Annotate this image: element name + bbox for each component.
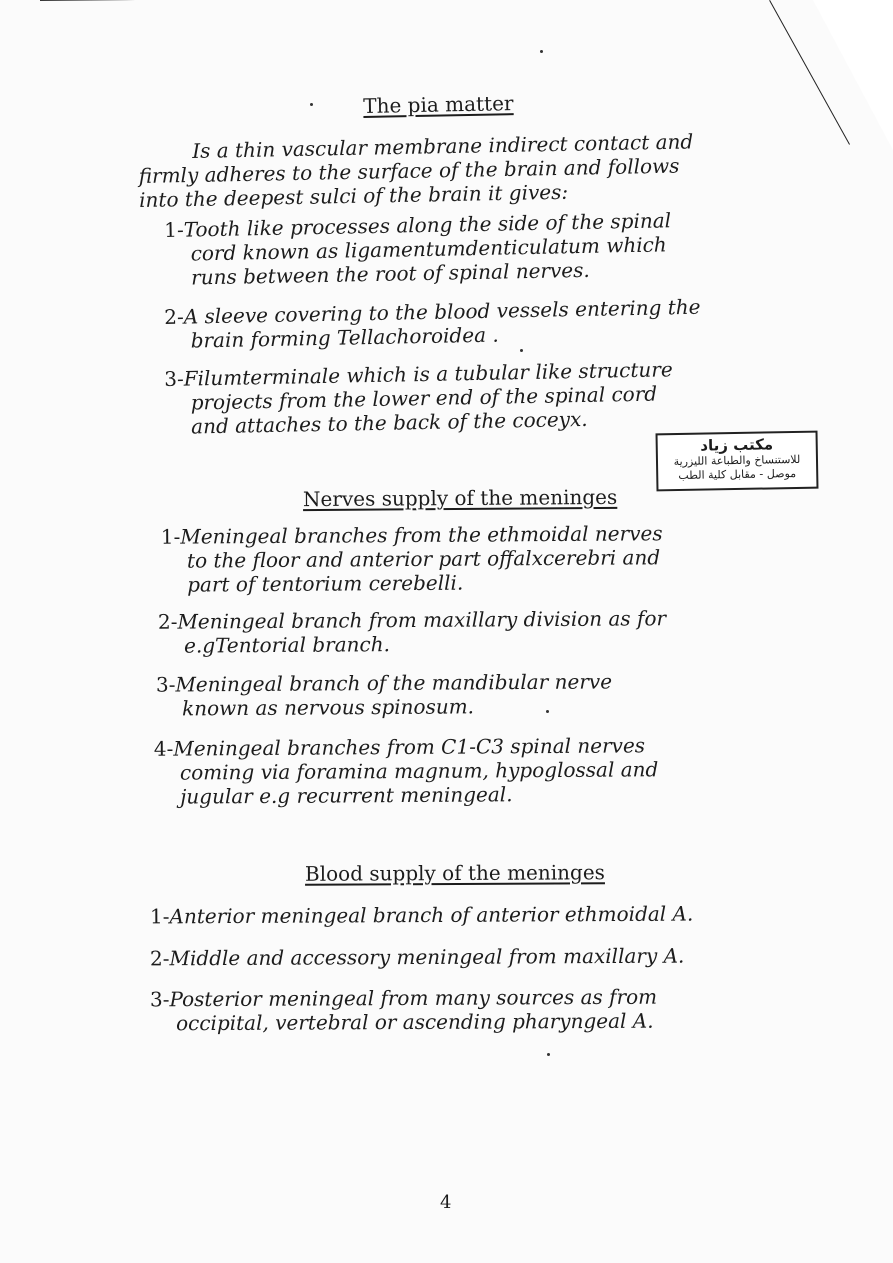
item-text: cord known as ligamentumdenticulatum which (190, 232, 667, 266)
list-item (154, 733, 659, 809)
section-heading-blood-supply: Blood supply of the meninges (304, 860, 605, 886)
section-heading-pia-matter: The pia matter (363, 91, 514, 118)
list-item (150, 985, 657, 1036)
item-text: runs between the root of spinal nerves. (190, 257, 590, 290)
item-text: part of tentorium cerebelli. (187, 570, 464, 597)
scan-speck (520, 349, 523, 352)
item-number: 2- (149, 946, 170, 971)
pia-matter-intro (138, 129, 694, 212)
item-text: Middle and accessory meningeal from maxillary A. (169, 943, 685, 971)
stamp-subtitle: للاستنساخ والطباعة الليزرية (673, 452, 801, 469)
item-text: Posterior meningeal from many sources as from (169, 984, 658, 1012)
item-text: Meningeal branch from maxillary division as for (177, 606, 667, 634)
library-stamp (656, 431, 819, 492)
list-item (150, 902, 693, 929)
item-number: 4- (153, 736, 174, 761)
intro-line: Is a thin vascular membrane indirect contact and (191, 129, 694, 163)
item-text: to the floor and anterior part offalxcerebri and (186, 545, 661, 573)
item-text: A sleeve covering to the blood vessels entering the (183, 294, 701, 329)
list-item (164, 295, 701, 353)
item-text: Filumterminale which is a tubular like structure (183, 357, 673, 391)
intro-line: into the deepest sulci of the brain it gives: (138, 179, 569, 212)
item-text: known as nervous spinosum. (182, 694, 475, 721)
item-text: Meningeal branches from C1-C3 spinal nerves (173, 733, 646, 761)
item-text: Meningeal branch of the mandibular nerve (175, 669, 613, 697)
intro-line: firmly adheres to the surface of the brain and follows (138, 153, 680, 188)
item-text: coming via foramina magnum, hypoglossal and (179, 757, 659, 785)
section-heading-nerve-supply: Nerves supply of the meninges (302, 484, 618, 512)
list-item (158, 606, 666, 658)
item-text: Anterior meningeal branch of anterior ethmoidal A. (169, 901, 694, 929)
page-number: 4 (440, 1192, 452, 1213)
item-text: Meningeal branches from the ethmoidal nerves (180, 521, 663, 549)
item-text: and attaches to the back of the coceyx. (190, 406, 588, 439)
item-text: projects from the lower end of the spinal cord (190, 381, 658, 415)
item-number: 1- (160, 524, 181, 549)
item-number: 1- (164, 217, 184, 242)
list-item (156, 669, 612, 720)
item-number: 2- (164, 304, 184, 329)
item-text: occipital, vertebral or ascending pharyngeal A. (176, 1008, 654, 1036)
stamp-address: موصل - مقابل كلية الطب (678, 466, 797, 483)
item-number: 3- (164, 366, 184, 391)
item-number: 2- (157, 609, 178, 634)
item-number: 3- (149, 987, 170, 1012)
scan-speck (310, 103, 313, 106)
item-text: jugular e.g recurrent meningeal. (180, 782, 513, 809)
item-text: Tooth like processes along the side of the spinal (183, 208, 672, 242)
list-item (161, 521, 663, 597)
list-item (164, 208, 672, 290)
item-text: brain forming Tellachoroidea . (190, 322, 499, 353)
item-text: e.gTentorial branch. (184, 632, 390, 658)
item-number: 1- (149, 904, 170, 929)
stamp-title: مكتب زياد (700, 435, 774, 455)
scan-speck (540, 50, 543, 53)
item-number: 3- (155, 672, 176, 697)
scan-speck (546, 710, 549, 713)
scan-speck (547, 1053, 550, 1056)
list-item (164, 357, 674, 439)
list-item (150, 944, 684, 971)
